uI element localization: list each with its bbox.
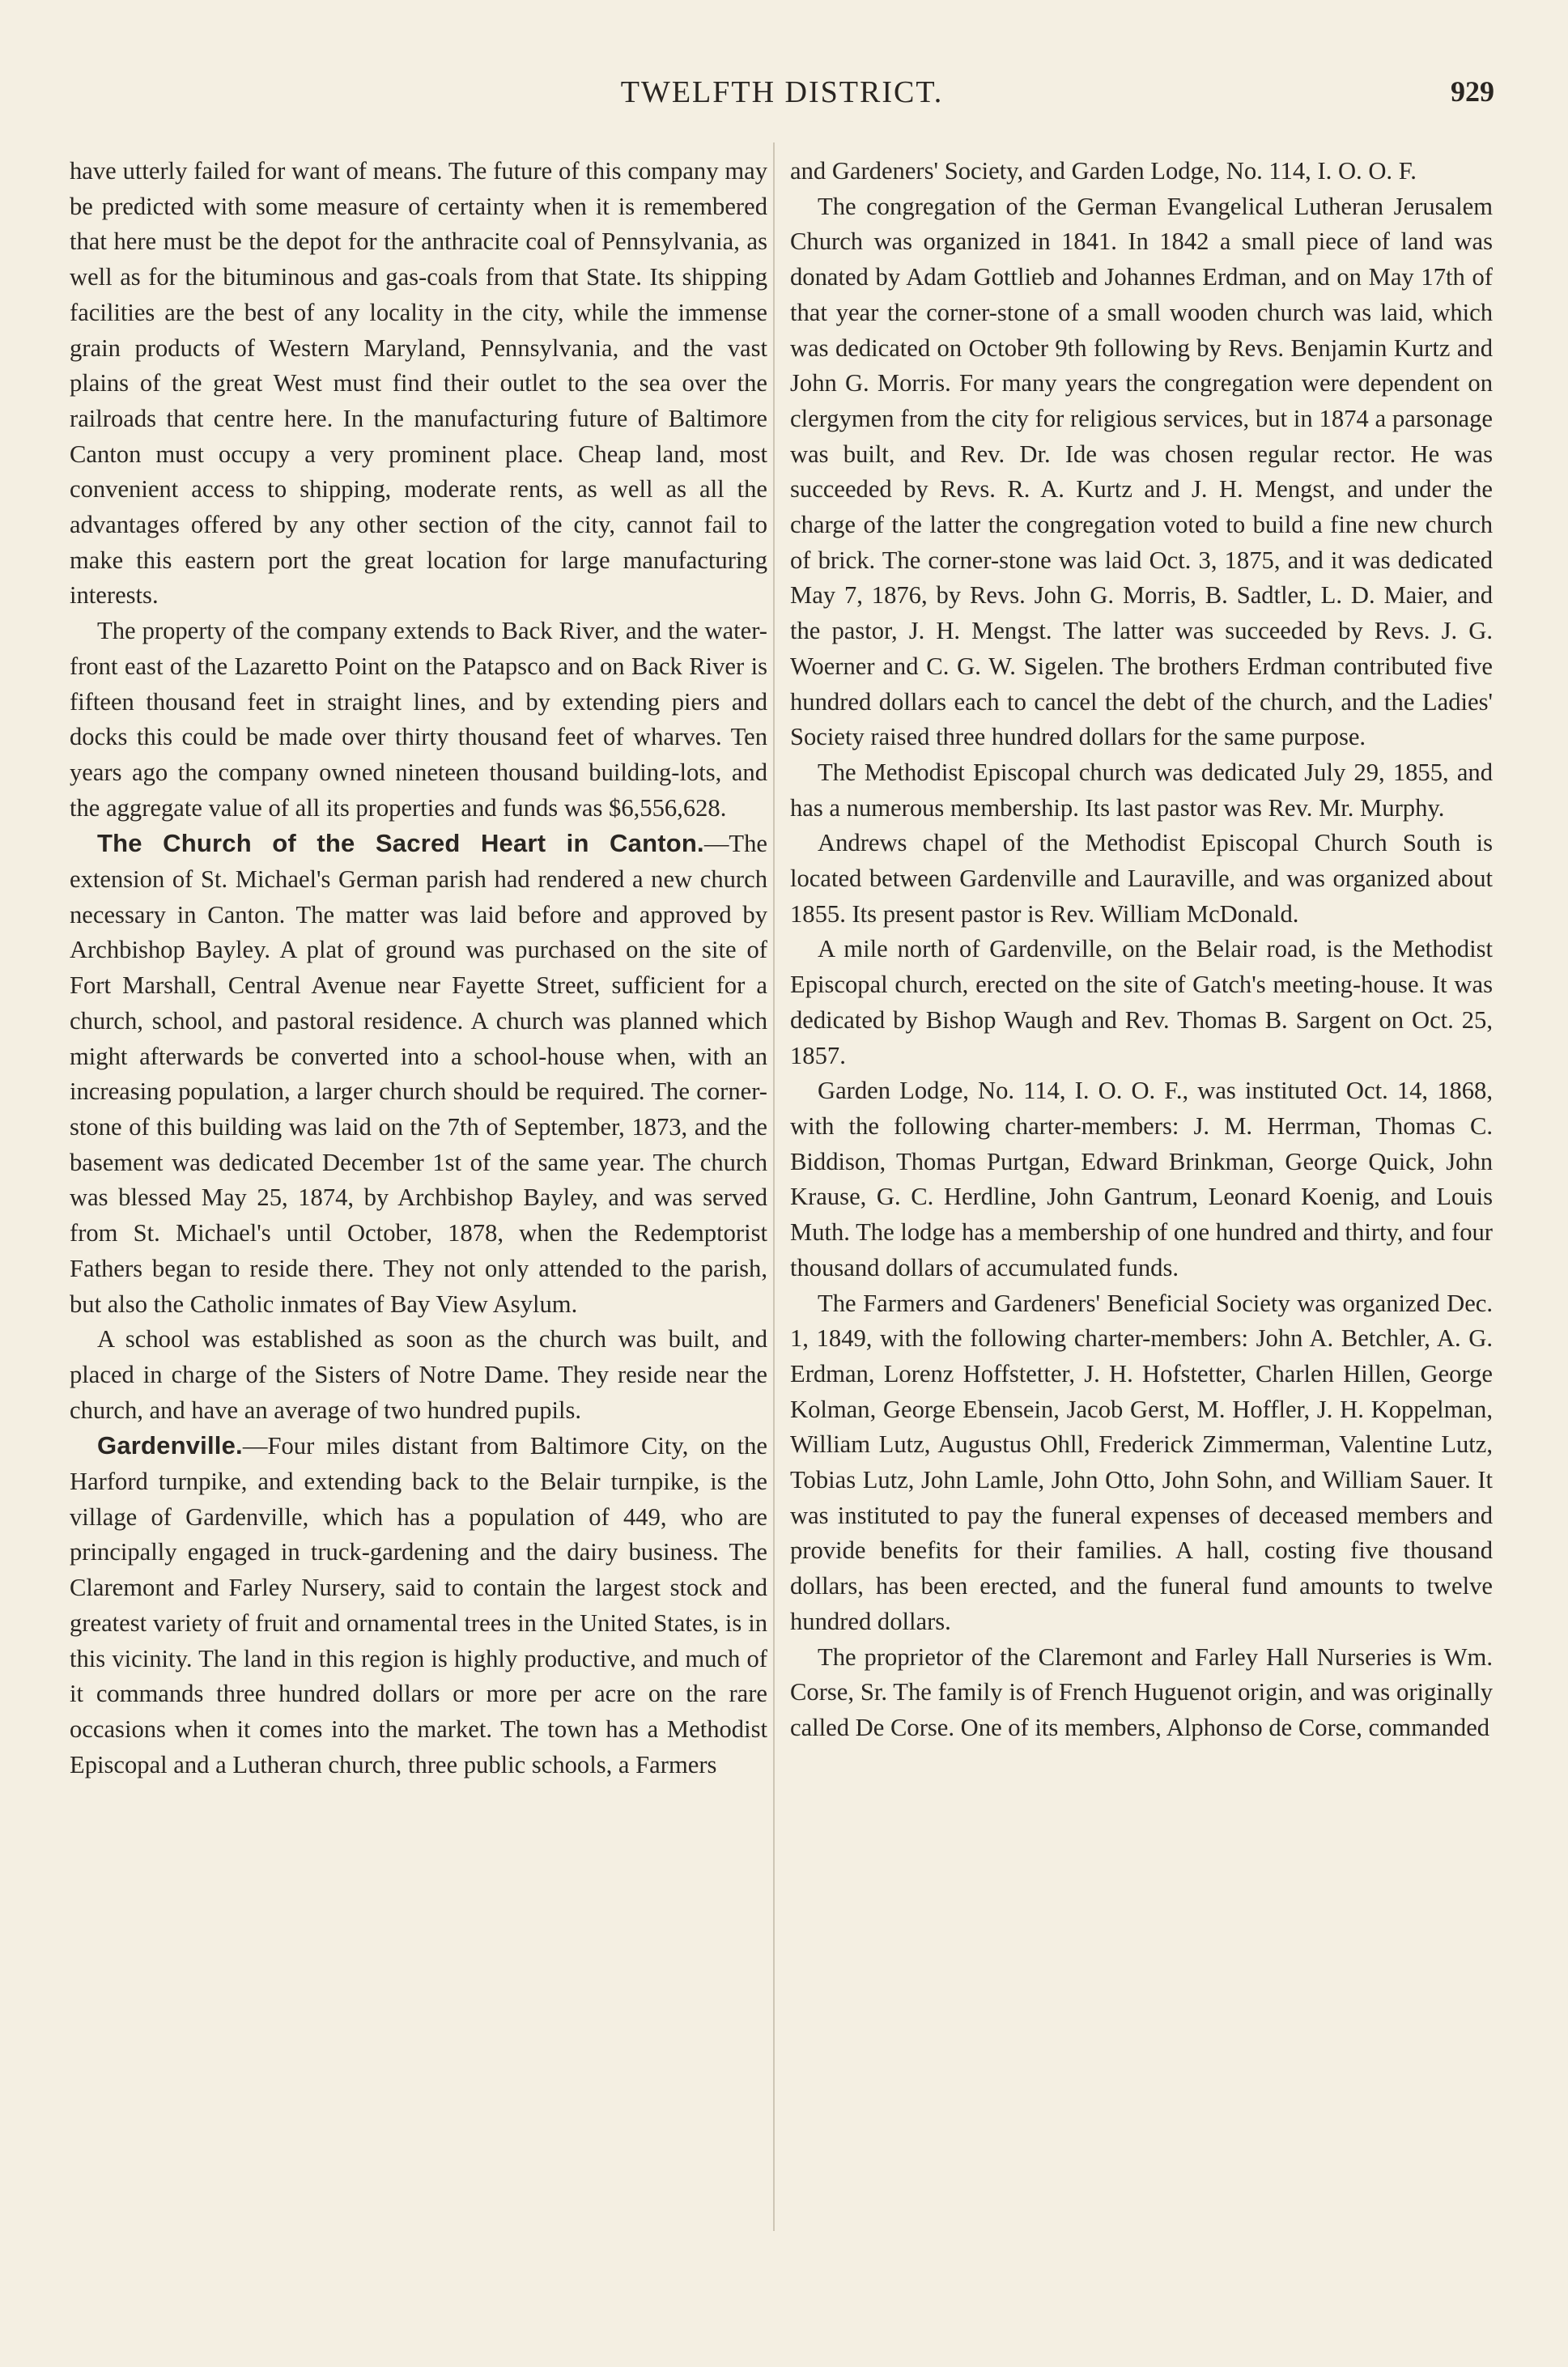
- paragraph-company-property: The property of the company extends to Back River, and the water-front east of the Lazaretto Point on the Patapsco and on Back River is fifteen thousand feet in straight lines, and by extending piers and docks this could be made over thirty thousand feet of wharves. Ten years ago the company owned nineteen thousand building-lots, and the aggregate value of all its properties and funds was $6,556,628.: [70, 617, 767, 822]
- running-title: TWELFTH DISTRICT.: [620, 75, 944, 109]
- column-divider: [773, 142, 775, 2231]
- paragraph-lutheran-church: The congregation of the German Evangelical Lutheran Jerusalem Church was organized in 1841. In 1842 a small piece of land was donated by Adam Gottlieb and Johannes Erdman, and on May 17th of that year the corner-stone of a small wooden church was laid, which was dedicated on October 9th following by Revs. Benjamin Kurtz and John G. Morris. For many years the congregation were dependent on clergymen from the city for religious services, but in 1874 a parsonage was built, and Rev. Dr. Ide was chosen regular rector. He was succeeded by Revs. R. A. Kurtz and J. H. Mengst, and under the charge of the latter the congregation voted to build a fine new church of brick. The corner-stone was laid Oct. 3, 1875, and it was dedicated May 7, 1876, by Revs. John G. Morris, B. Sadtler, L. D. Maier, and the pastor, J. H. Mengst. The latter was succeeded by Revs. J. G. Woerner and C. G. W. Sigelen. The brothers Erdman contributed five hundred dollars each to cancel the debt of the church, and the Ladies' Society raised three hundred dollars for the same purpose.: [790, 192, 1493, 751]
- right-column: [790, 154, 1493, 1746]
- gardenville-body: —Four miles distant from Baltimore City, on the Harford turnpike, and extending back to the Belair turnpike, is the village of Gardenville, which has a population of 449, who are principally engaged in truck-gardening and the dairy business. The Claremont and Farley Nursery, said to contain the largest stock and greatest variety of fruit and ornamental trees in the United States, is in this vicinity. The land in this region is highly productive, and much of it commands three hundred dollars or more per acre on the rare occasions when it comes into the market. The town has a Methodist Episcopal and a Lutheran church, three public schools, a Farmers: [70, 1432, 767, 1778]
- paragraph-andrews-chapel: Andrews chapel of the Methodist Episcopal Church South is located between Gardenville and Lauraville, and was organized about 1855. Its present pastor is Rev. William McDonald.: [790, 829, 1493, 928]
- paragraph-sacred-heart: [70, 826, 767, 1322]
- page-number: 929: [1451, 75, 1494, 108]
- paragraph-gardenville: [70, 1428, 767, 1783]
- paragraph-methodist-church: The Methodist Episcopal church was dedicated July 29, 1855, and has a numerous membership. Its last pastor was Rev. Mr. Murphy.: [790, 758, 1493, 822]
- section-heading-sacred-heart: The Church of the Sacred Heart in Canton.: [97, 829, 704, 858]
- paragraph-garden-lodge: Garden Lodge, No. 114, I. O. O. F., was instituted Oct. 14, 1868, with the following charter-members: J. M. Herrman, Thomas C. Biddison, Thomas Purtgan, Edward Brinkman, George Quick, John Krause, G. C. Herdline, John Gantrum, Leonard Koenig, and Louis Muth. The lodge has a membership of one hundred and thirty, and four thousand dollars of accumulated funds.: [790, 1077, 1493, 1281]
- left-column: [70, 154, 767, 1783]
- paragraph-canton-future: have utterly failed for want of means. The future of this company may be predicted with some measure of certainty when it is remembered that here must be the depot for the anthracite coal of Pennsylvania, as well as for the bituminous and gas-coals from that State. Its shipping facilities are the best of any locality in the city, while the immense grain products of Western Maryland, Pennsylvania, and the vast plains of the great West must find their outlet to the sea over the railroads that centre here. In the manufacturing future of Baltimore Canton must occupy a very prominent place. Cheap land, most convenient access to shipping, moderate rents, as well as all the advantages offered by any other section of the city, cannot fail to make this eastern port the great location for large manufacturing interests.: [70, 157, 767, 610]
- sacred-heart-body: —The extension of St. Michael's German parish had rendered a new church necessary in Canton. The matter was laid before and approved by Archbishop Bayley. A plat of ground was purchased on the site of Fort Marshall, Central Avenue near Fayette Street, sufficient for a church, school, and pastoral residence. A church was planned which might afterwards be converted into a school-house when, with an increasing population, a larger church should be required. The corner-stone of this building was laid on the 7th of September, 1873, and the basement was dedicated December 1st of the same year. The church was blessed May 25, 1874, by Archbishop Bayley, and was served from St. Michael's until October, 1878, when the Redemptorist Fathers began to reside there. They not only attended to the parish, but also the Catholic inmates of Bay View Asylum.: [70, 830, 767, 1318]
- paragraph-beneficial-society: The Farmers and Gardeners' Beneficial Society was organized Dec. 1, 1849, with the following charter-members: John A. Betchler, A. G. Erdman, Lorenz Hoffstetter, J. H. Hofstetter, Charlen Hillen, George Kolman, George Ebensein, Jacob Gerst, M. Hoffler, J. H. Koppelman, William Lutz, Augustus Ohll, Frederick Zimmerman, Valentine Lutz, Tobias Lutz, John Lamle, John Otto, John Sohn, and William Sauer. It was instituted to pay the funeral expenses of deceased members and provide benefits for their families. A hall, costing five thousand dollars, has been erected, and the funeral fund amounts to twelve hundred dollars.: [790, 1289, 1493, 1635]
- paragraph-continued-society: and Gardeners' Society, and Garden Lodge, No. 114, I. O. O. F.: [790, 157, 1417, 185]
- paragraph-school: A school was established as soon as the church was built, and placed in charge of the Sisters of Notre Dame. They reside near the church, and have an average of two hundred pupils.: [70, 1325, 767, 1424]
- paragraph-corse-nurseries: The proprietor of the Claremont and Farley Hall Nurseries is Wm. Corse, Sr. The family is of French Huguenot origin, and was originally called De Corse. One of its members, Alphonso de Corse, commanded: [790, 1642, 1493, 1741]
- section-heading-gardenville: Gardenville.: [97, 1431, 243, 1460]
- running-header: [70, 74, 1494, 115]
- paragraph-gatch-church: A mile north of Gardenville, on the Belair road, is the Methodist Episcopal church, erected on the site of Gatch's meeting-house. It was dedicated by Bishop Waugh and Rev. Thomas B. Sargent on Oct. 25, 1857.: [790, 935, 1493, 1069]
